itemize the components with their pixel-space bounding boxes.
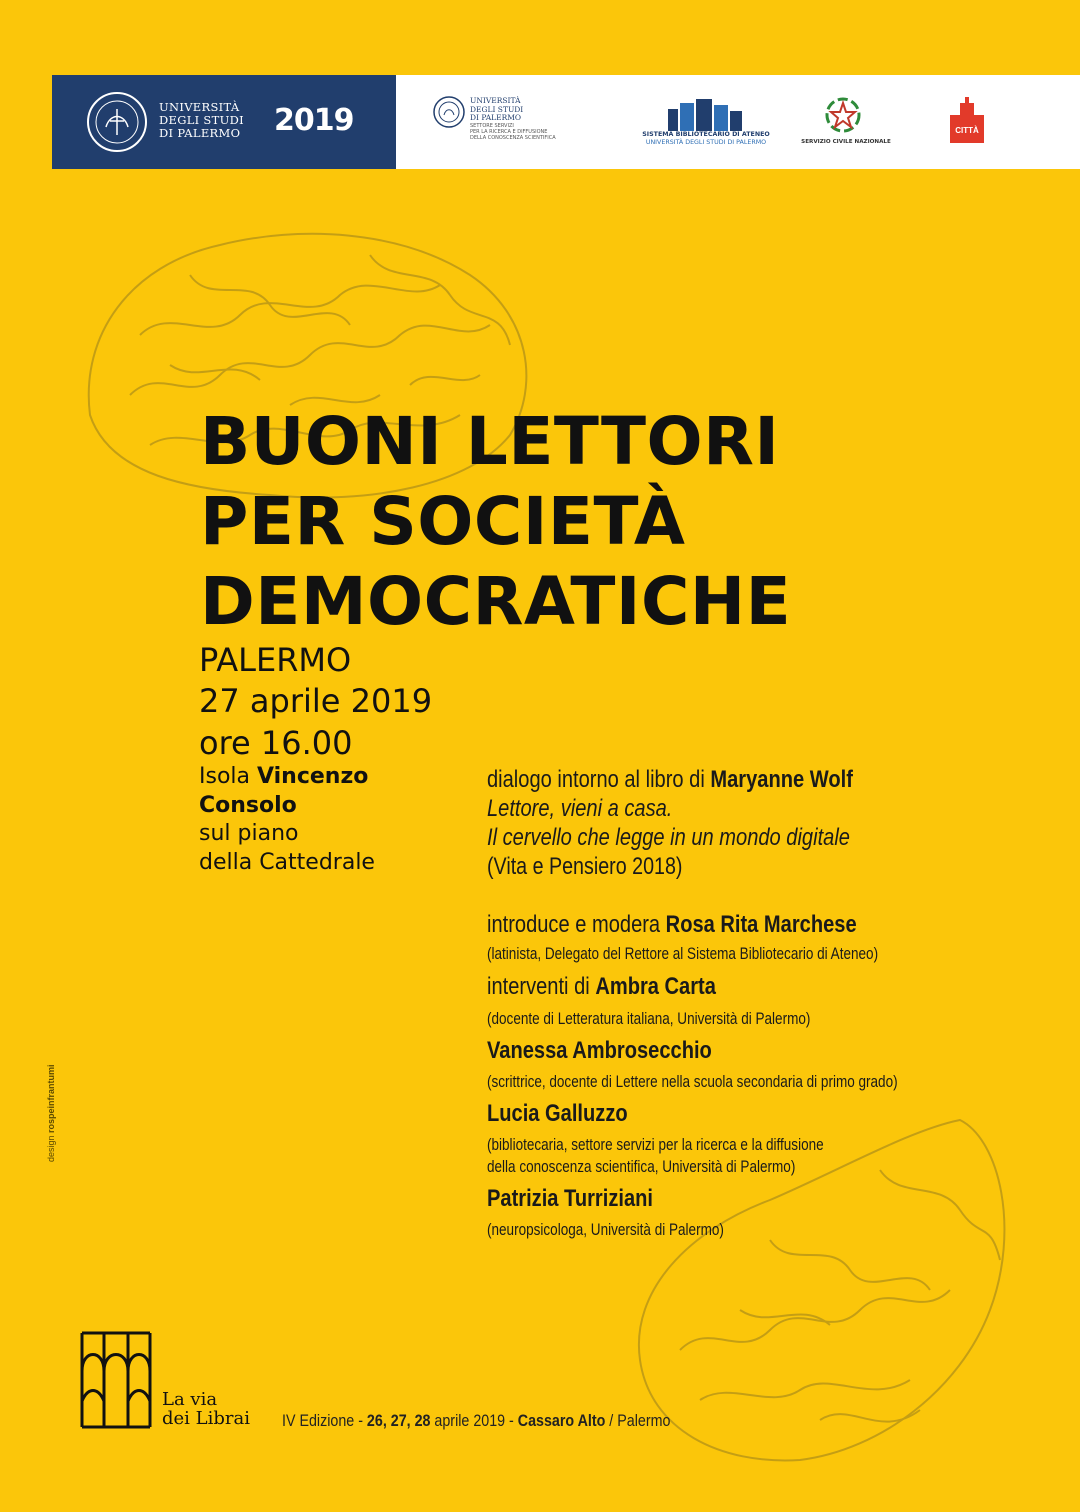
speaker-4-description: (neuropsicologa, Università di Palermo)	[487, 1221, 724, 1239]
event-venue: Isola Vincenzo Consolo sul piano della Cattedrale	[199, 764, 375, 875]
event-time: ore 16.00	[199, 724, 353, 762]
university-logo-block	[52, 75, 396, 169]
sector-logo-text: UNIVERSITÀ DEGLI STUDI DI PALERMO SETTORE SERVIZI PER LA RICERCA E DIFFUSIONE DELLA CONOSCENZA SCIENTIFICA	[470, 96, 556, 141]
book-title-line-2: Il cervello che legge in un mondo digitale	[487, 824, 850, 851]
festival-arch-logo-icon	[80, 1331, 152, 1429]
event-date: 27 aprile 2019	[199, 682, 433, 720]
book-publisher: (Vita e Pensiero 2018)	[487, 853, 683, 880]
book-title-line-1: Lettore, vieni a casa.	[487, 795, 673, 822]
logo-band	[52, 75, 1080, 169]
partner-logos	[396, 75, 1080, 169]
event-city: PALERMO	[199, 641, 352, 679]
title-line-1: BUONI LETTORI	[200, 403, 780, 480]
university-name: UNIVERSITÀ DEGLI STUDI DI PALERMO	[159, 100, 244, 140]
city-book-logo-icon	[946, 97, 988, 147]
festival-info: IV Edizione - 26, 27, 28 aprile 2019 - Cassaro Alto / Palermo	[282, 1411, 671, 1430]
dialogue-intro: dialogo intorno al libro di Maryanne Wolf	[487, 766, 853, 793]
civil-service-label: SERVIZIO CIVILE NAZIONALE	[801, 139, 891, 145]
title-line-3: DEMOCRATICHE	[200, 563, 792, 640]
civil-service-star-icon	[822, 95, 864, 135]
festival-name: La via dei Librai	[162, 1389, 250, 1429]
event-title	[200, 402, 791, 642]
speaker-2: Vanessa Ambrosecchio	[487, 1037, 712, 1064]
library-system-logo-icon	[668, 99, 748, 131]
speaker-3: Lucia Galluzzo	[487, 1100, 628, 1127]
speaker-1-description: (docente di Letteratura italiana, Università di Palermo)	[487, 1010, 811, 1028]
speaker-4: Patrizia Turriziani	[487, 1185, 653, 1212]
small-university-seal-icon	[432, 95, 466, 129]
library-system-name: SISTEMA BIBLIOTECARIO DI ATENEO UNIVERSITÀ DEGLI STUDI DI PALERMO	[642, 131, 770, 146]
moderator-description: (latinista, Delegato del Rettore al Sistema Bibliotecario di Ateneo)	[487, 945, 879, 963]
speaker-3-description-line-1: (bibliotecaria, settore servizi per la ricerca e la diffusione	[487, 1136, 824, 1154]
speaker-1: interventi di Ambra Carta	[487, 973, 716, 1000]
year-2019-logo: 2019	[274, 103, 354, 138]
speaker-2-description: (scrittrice, docente di Lettere nella scuola secondaria di primo grado)	[487, 1073, 898, 1091]
citta-label: CITTÀ	[955, 126, 979, 135]
design-credit: design rospeinfrantumi	[46, 1064, 56, 1162]
university-seal-icon	[86, 91, 148, 153]
moderator: introduce e modera Rosa Rita Marchese	[487, 911, 857, 938]
title-line-2: PER SOCIETÀ	[200, 483, 686, 560]
speaker-3-description-line-2: della conoscenza scientifica, Università di Palermo)	[487, 1158, 796, 1176]
